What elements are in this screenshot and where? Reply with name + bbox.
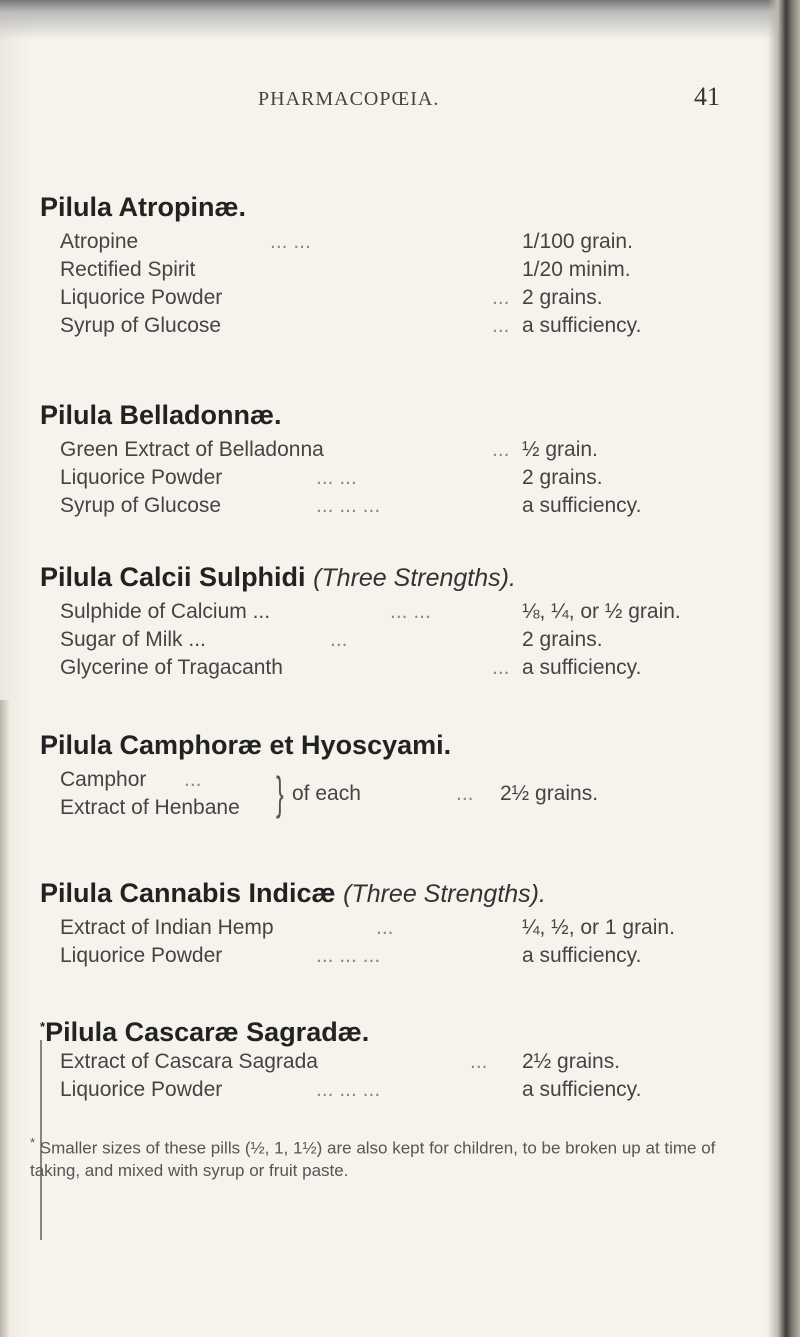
- leader-dots: ... ...: [316, 466, 357, 489]
- ingredient-quantity: 1/20 minim.: [522, 258, 631, 281]
- ingredient-name: Extract of Indian Hemp: [60, 916, 274, 939]
- ingredient-row: [40, 312, 760, 340]
- ingredient-name: Liquorice Powder: [60, 1078, 223, 1101]
- ingredient-name: Glycerine of Tragacanth: [60, 656, 283, 679]
- brace-glyph: }: [276, 767, 284, 819]
- ingredient-row: [40, 256, 760, 284]
- ingredient-quantity: 2 grains.: [522, 286, 603, 309]
- ingredient-row: [40, 464, 760, 492]
- ingredient-row: [40, 942, 760, 970]
- ingredient-row: [40, 654, 760, 682]
- leader-dots: ... ... ...: [316, 494, 381, 517]
- section-title: Pilula Cannabis Indicæ (Three Strengths).: [40, 878, 546, 908]
- section-pilula-cannabis-indicae: [40, 876, 760, 970]
- ingredient-quantity: a sufficiency.: [522, 656, 642, 679]
- leader-dots: ...: [184, 768, 202, 791]
- ingredient-quantity: a sufficiency.: [522, 1078, 642, 1101]
- ingredient-quantity: 2½ grains.: [500, 782, 599, 805]
- page-left-edge: [0, 700, 10, 1337]
- ingredient-row: [40, 1048, 760, 1076]
- footnote-text: Smaller sizes of these pills (½, 1, 1½) are also kept for children, to be broken up at time of taking, and mixed with syrup or fruit paste.: [30, 1138, 716, 1180]
- ingredient-row: [40, 228, 760, 256]
- page-top-shadow: [0, 0, 800, 40]
- ingredient-row: [40, 436, 760, 464]
- footnote-mark: *: [30, 1135, 36, 1150]
- section-title: Pilula Atropinæ.: [40, 192, 247, 222]
- ingredient-name: Liquorice Powder: [60, 286, 223, 309]
- section-title: Pilula Calcii Sulphidi (Three Strengths).: [40, 562, 516, 592]
- ingredient-row: [40, 598, 760, 626]
- ingredient-name: Sulphide of Calcium ...: [60, 600, 271, 623]
- section-pilula-atropinae: [40, 190, 760, 340]
- ingredient-row: [40, 626, 760, 654]
- leader-dots: ...: [492, 314, 510, 337]
- footnote-mark: *: [40, 1019, 46, 1034]
- ingredient-name: Extract of Cascara Sagrada: [60, 1050, 318, 1073]
- section-note: (Three Strengths).: [343, 880, 546, 908]
- ingredient-name: Syrup of Glucose: [60, 494, 222, 517]
- ingredient-quantity: a sufficiency.: [522, 944, 642, 967]
- leader-dots: ... ... ...: [316, 1078, 381, 1101]
- ingredient-quantity: ½ grain.: [522, 438, 598, 461]
- section-pilula-camphorae-et-hyoscyami: [40, 728, 760, 822]
- section-title: *Pilula Cascaræ Sagradæ.: [40, 1017, 370, 1047]
- ingredient-quantity: 1/100 grain.: [522, 230, 633, 253]
- ingredient-row: [40, 492, 760, 520]
- leader-dots: ... ...: [390, 600, 431, 623]
- running-head: PHARMACOPŒIA.: [258, 88, 440, 110]
- ingredient-quantity: a sufficiency.: [522, 494, 642, 517]
- section-pilula-calcii-sulphidi: [40, 560, 760, 682]
- ingredient-quantity: 2½ grains.: [522, 1050, 621, 1073]
- leader-dots: ...: [492, 656, 510, 679]
- leader-dots: ...: [492, 438, 510, 461]
- ingredient-name: Rectified Spirit: [60, 258, 196, 281]
- leader-dots: ... ... ...: [316, 944, 381, 967]
- leader-dots: ...: [376, 916, 394, 939]
- ingredient-quantity: 2 grains.: [522, 628, 603, 651]
- ingredient-name: Green Extract of Belladonna: [60, 438, 324, 461]
- leader-dots: ...: [330, 628, 348, 651]
- leader-dots: ...: [470, 1050, 488, 1073]
- ingredient-name: Camphor: [60, 768, 147, 791]
- ingredient-quantity: 2 grains.: [522, 466, 603, 489]
- leader-dots: ... ...: [270, 230, 311, 253]
- ingredient-row: [40, 284, 760, 312]
- section-title: Pilula Camphoræ et Hyoscyami.: [40, 730, 452, 760]
- ingredient-quantity: ¼, ½, or 1 grain.: [522, 916, 675, 939]
- ingredient-name: Syrup of Glucose: [60, 314, 222, 337]
- ingredient-row: [40, 1076, 760, 1104]
- section-title: Pilula Belladonnæ.: [40, 400, 282, 430]
- leader-dots: ...: [492, 286, 510, 309]
- page-binding-edge: [768, 0, 800, 1337]
- ingredient-name: Liquorice Powder: [60, 466, 223, 489]
- section-note: (Three Strengths).: [313, 564, 516, 592]
- ingredient-name: Extract of Henbane: [60, 796, 240, 819]
- ingredient-row: [40, 914, 760, 942]
- ingredient-name: Liquorice Powder: [60, 944, 223, 967]
- page-number: 41: [694, 82, 720, 111]
- footnote: [30, 1132, 750, 1182]
- leader-dots: ...: [456, 782, 474, 805]
- ingredient-name: Atropine: [60, 230, 139, 253]
- braced-ingredients: [40, 766, 760, 822]
- of-each-label: of each: [292, 782, 361, 805]
- section-pilula-cascarae-sagradae: [40, 1010, 760, 1104]
- ingredient-name: Sugar of Milk ...: [60, 628, 206, 651]
- ingredient-quantity: ⅛, ¼, or ½ grain.: [522, 600, 681, 623]
- section-pilula-belladonnae: [40, 398, 760, 520]
- ingredient-quantity: a sufficiency.: [522, 314, 642, 337]
